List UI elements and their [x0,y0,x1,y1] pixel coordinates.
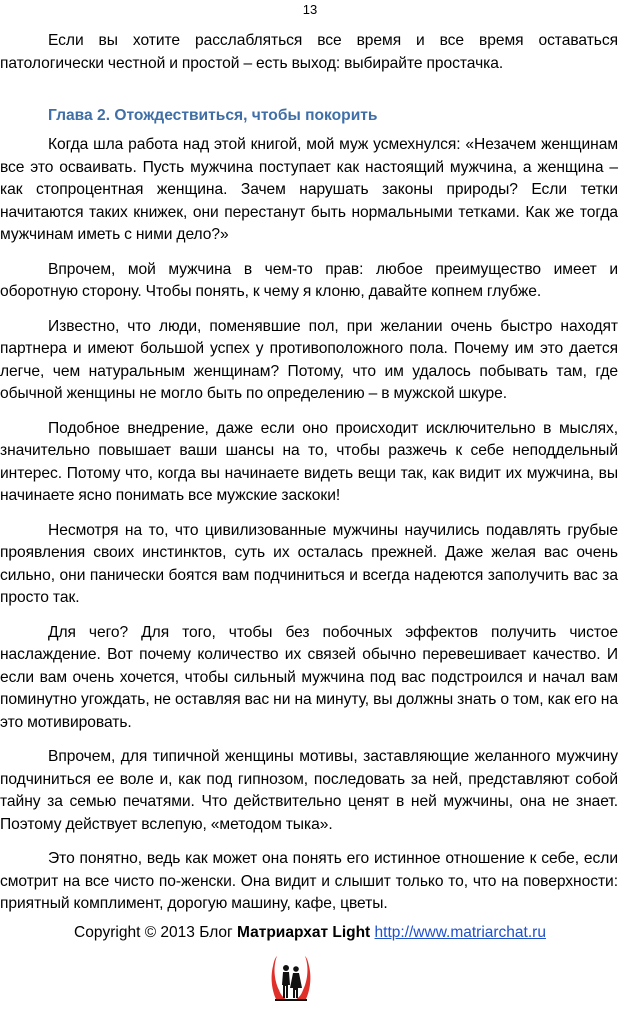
couple-logo-icon [269,952,313,1004]
paragraph: Для чего? Для того, чтобы без побочных эффектов получить чистое наслаждение. Вот почему количество их связей обычно перевешивает качество. И если вам очень хочется, чтобы сильный мужчина под вас подстроился и начал вам поминутно угождать, не оставляя вас ни на минуту, вы должны знать о том, как его на это мотивировать. [0,623,618,731]
paragraph: Когда шла работа над этой книгой, мой муж усмехнулся: «Незачем женщинам все это осваивать. Пусть мужчина поступает как настоящий мужчина, а женщина – как стопроцентная женщина. Зачем нарушать законы природы? Если тетки начитаются таких книжек, они перестанут быть нормальными тетками. Как же тогда мужчинам иметь с ними дело?» [0,136,618,243]
paragraph: Известно, что люди, поменявшие пол, при желании очень быстро находят партнера и имеют большой успех у противоположного пола. Почему им это дается легче, чем натуральным женщинам? Потому, что им удалось побывать там, где обычной женщины не могло быть по определению – в мужской шкуре. [0,317,618,402]
paragraph: Впрочем, мой мужчина в чем-то прав: любое преимущество имеет и оборотную сторону. Чтобы понять, к чему я клоню, давайте копнем глубже. [0,260,618,300]
paragraph: Несмотря на то, что цивилизованные мужчины научились подавлять грубые проявления своих инстинктов, суть их осталась прежней. Даже желая вас очень сильно, они панически боятся вам подчиниться и всегда надеются заполучить вас за просто так. [0,521,618,606]
page-number: 13 [302,2,318,17]
paragraph: Подобное внедрение, даже если оно происходит исключительно в мыслях, значительно повышает ваши шансы на то, чтобы разжечь к себе неподдельный интерес. Потому что, когда вы начинаете видеть вещи так, как видит их мужчина, вы начинаете ясно понимать все мужские заскоки! [0,419,618,504]
page-content [0,30,618,928]
copyright-text: Copyright © 2013 Блог [74,924,238,941]
footer-copyright [0,924,620,942]
chapter-title: Глава 2. Отождествиться, чтобы покорить [48,107,378,124]
paragraph: Если вы хотите расслабляться все время и все время оставаться патологически честной и простой – есть выход: выбирайте простачка. [0,32,618,72]
blog-url-link[interactable]: http://www.matriarchat.ru [374,924,546,941]
blog-name: Матриархат Light [237,924,371,941]
paragraph: Впрочем, для типичной женщины мотивы, заставляющие желанного мужчину подчиниться ее воле и, как под гипнозом, последовать за ней, представляют собой тайну за семью печатями. Что действительно ценят в ней мужчины, она не знает. Поэтому действует вслепую, «методом тыка». [0,748,618,833]
paragraph: Это понятно, ведь как может она понять его истинное отношение к себе, если смотрит на все чисто по-женски. Она видит и слышит только то, что на поверхности: приятный комплимент, дорогую машину, кафе, цветы. [0,850,618,912]
